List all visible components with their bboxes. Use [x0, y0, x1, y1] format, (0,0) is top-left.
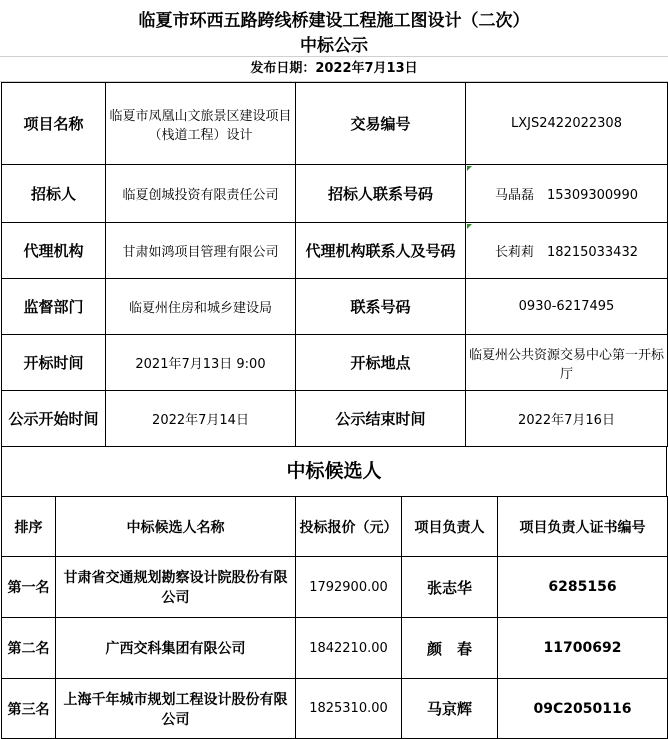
tenderer-contact-label: 招标人联系号码: [296, 165, 466, 223]
table-header-row: [2, 497, 668, 557]
rank-cell: 第二名: [2, 618, 56, 679]
candidate-name-cell: 上海千年城市规划工程设计股份有限公司: [56, 679, 296, 739]
cert-header: 项目负责人证书编号: [498, 497, 668, 557]
project-name-label: 项目名称: [2, 83, 106, 165]
table-row: [2, 165, 668, 223]
rank-cell: 第三名: [2, 679, 56, 739]
open-place-value: 临夏州公共资源交易中心第一开标厅: [466, 335, 668, 391]
page-title: 临夏市环西五路跨线桥建设工程施工图设计（二次）: [138, 11, 530, 31]
project-name-value: 临夏市凤凰山文旅景区建设项目（栈道工程）设计: [106, 83, 296, 165]
trade-no-value: LXJS2422022308: [466, 83, 668, 165]
rank-header: 排序: [2, 497, 56, 557]
tenderer-value: 临夏创城投资有限责任公司: [106, 165, 296, 223]
notice-end-label: 公示结束时间: [296, 391, 466, 447]
supervisor-value: 临夏州住房和城乡建设局: [106, 279, 296, 335]
table-row: [2, 618, 668, 679]
cert-cell: 6285156: [498, 557, 668, 618]
leader-cell: 张志华: [402, 557, 498, 618]
open-time-label: 开标时间: [2, 335, 106, 391]
trade-no-label: 交易编号: [296, 83, 466, 165]
open-place-label: 开标地点: [296, 335, 466, 391]
price-header: 投标报价（元）: [296, 497, 402, 557]
table-row: [2, 557, 668, 618]
agency-contact-value: 长莉莉 18215033432: [466, 223, 668, 279]
agency-contact-label: 代理机构联系人及号码: [296, 223, 466, 279]
candidates-table: [1, 496, 668, 739]
tenderer-label: 招标人: [2, 165, 106, 223]
cert-cell: 11700692: [498, 618, 668, 679]
open-time-value: 2021年7月13日 9:00: [106, 335, 296, 391]
supervisor-label: 监督部门: [2, 279, 106, 335]
table-row: [2, 279, 668, 335]
project-info-table: [1, 82, 668, 447]
candidates-section-title: 中标候选人: [1, 446, 667, 496]
phone-value: 0930-6217495: [466, 279, 668, 335]
name-header: 中标候选人名称: [56, 497, 296, 557]
rank-cell: 第一名: [2, 557, 56, 618]
leader-header: 项目负责人: [402, 497, 498, 557]
table-row: [2, 679, 668, 739]
notice-end-value: 2022年7月16日: [466, 391, 668, 447]
table-row: [2, 223, 668, 279]
page-subtitle: 中标公示: [300, 36, 368, 56]
table-row: [2, 335, 668, 391]
notice-start-label: 公示开始时间: [2, 391, 106, 447]
tenderer-contact-value: 马晶磊 15309300990: [466, 165, 668, 223]
candidate-name-cell: 甘肃省交通规划勘察设计院股份有限公司: [56, 557, 296, 618]
phone-label: 联系号码: [296, 279, 466, 335]
leader-cell: 颜 春: [402, 618, 498, 679]
price-cell: 1792900.00: [296, 557, 402, 618]
leader-cell: 马京辉: [402, 679, 498, 739]
publish-date: 发布日期：2022年7月13日: [0, 56, 668, 82]
agency-value: 甘肃如鸿项目管理有限公司: [106, 223, 296, 279]
notice-start-value: 2022年7月14日: [106, 391, 296, 447]
agency-label: 代理机构: [2, 223, 106, 279]
price-cell: 1842210.00: [296, 618, 402, 679]
table-row: [2, 83, 668, 165]
table-row: [2, 391, 668, 447]
cert-cell: 09C2050116: [498, 679, 668, 739]
candidate-name-cell: 广西交科集团有限公司: [56, 618, 296, 679]
price-cell: 1825310.00: [296, 679, 402, 739]
